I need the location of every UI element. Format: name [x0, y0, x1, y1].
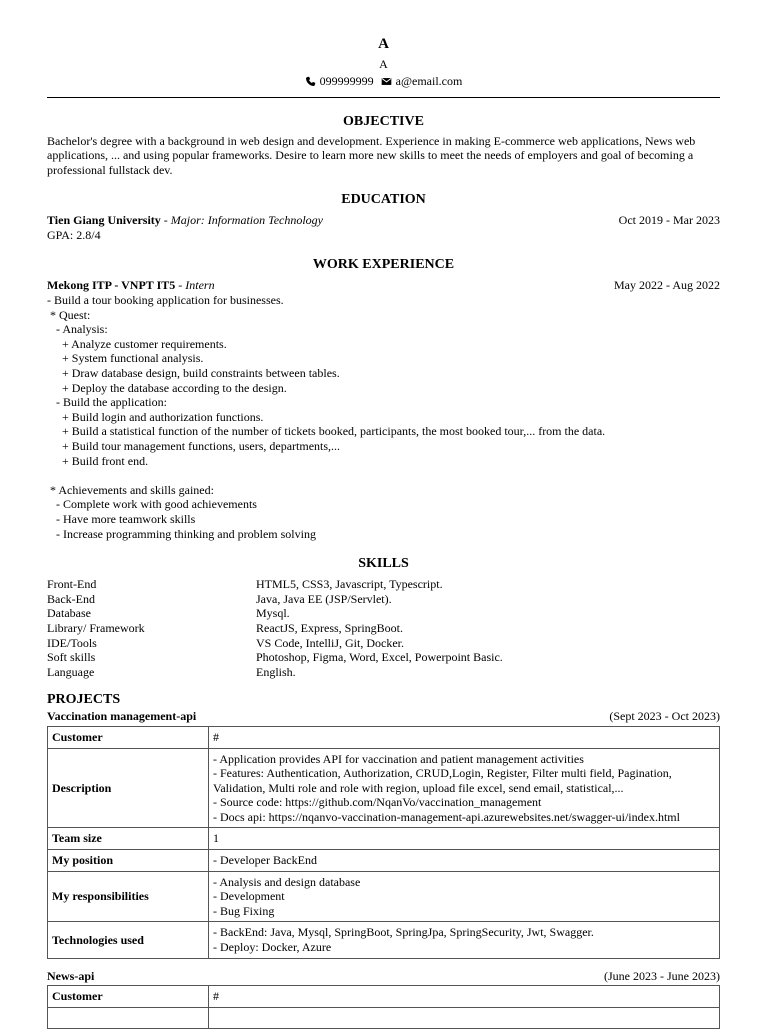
row-key — [48, 1007, 209, 1029]
row-value: - Developer BackEnd — [209, 850, 720, 872]
school-name: Tien Giang University — [47, 213, 161, 228]
row-value: # — [209, 726, 720, 748]
table-row — [48, 1007, 720, 1029]
row-key: Team size — [48, 828, 209, 850]
technology-line: - BackEnd: Java, Mysql, SpringBoot, SpringJpa, SpringSecurity, Jwt, Swagger. — [213, 925, 594, 940]
work-line: + Deploy the database according to the design. — [47, 380, 287, 395]
responsibility-line: - Analysis and design database — [213, 874, 361, 889]
company-name: Mekong ITP - VNPT IT5 — [47, 278, 176, 293]
objective-heading: OBJECTIVE — [343, 113, 424, 129]
skill-value: Java, Java EE (JSP/Servlet). — [256, 591, 392, 606]
candidate-name: A — [378, 36, 389, 52]
table-row — [48, 986, 720, 1008]
row-value — [209, 922, 720, 958]
header-divider — [47, 97, 720, 98]
education-school-line — [47, 213, 323, 228]
source-code-link[interactable]: - Source code: https://github.com/NqanVo/vaccination_management — [213, 795, 542, 810]
work-line: + Build login and authorization functions. — [47, 409, 264, 424]
responsibility-line: - Development — [213, 889, 285, 904]
education-dates: Oct 2019 - Mar 2023 — [618, 213, 720, 228]
skill-label: Front-End — [47, 577, 97, 592]
table-row — [48, 748, 720, 828]
row-key: Customer — [48, 986, 209, 1008]
skill-value: ReactJS, Express, SpringBoot. — [256, 620, 403, 635]
work-line: - Analysis: — [47, 322, 108, 337]
education-heading: EDUCATION — [341, 192, 426, 208]
skill-value: English. — [256, 664, 296, 679]
skill-value: Photoshop, Figma, Word, Excel, Powerpoint Basic. — [256, 650, 503, 665]
table-row — [48, 850, 720, 872]
technology-line: - Deploy: Docker, Azure — [213, 940, 332, 955]
work-heading: WORK EXPERIENCE — [312, 257, 455, 273]
project-table — [47, 726, 720, 959]
work-line: + Build a statistical function of the number of tickets booked, participants, the most booked tour,... from the data. — [47, 424, 606, 439]
education-entry — [47, 213, 720, 228]
work-line: + System functional analysis. — [47, 351, 204, 366]
objective-text: Bachelor's degree with a background in web design and development. Experience in making E-commerce web applications, News web applications, ... and using popular frameworks. Desire to learn more new skills to meet the needs of employers and goal of becoming a professional fullstack dev. — [47, 133, 696, 177]
phone-icon — [305, 76, 316, 87]
table-row — [48, 828, 720, 850]
work-line: * Quest: — [47, 307, 91, 322]
row-value: # — [209, 986, 720, 1008]
row-value — [209, 1007, 720, 1029]
contact-line — [47, 73, 720, 91]
skills-heading: SKILLS — [358, 556, 409, 572]
work-details — [47, 293, 720, 541]
envelope-icon — [381, 76, 392, 87]
row-key: Description — [48, 748, 209, 828]
work-dates: May 2022 - Aug 2022 — [614, 278, 720, 293]
projects-heading: PROJECTS — [47, 692, 121, 708]
row-value — [209, 748, 720, 828]
work-line: - Build the application: — [47, 395, 167, 410]
skill-label: Back-End — [47, 591, 95, 606]
work-line: + Analyze customer requirements. — [47, 336, 227, 351]
work-entry-header — [47, 278, 720, 293]
work-line: - Complete work with good achievements — [47, 497, 257, 512]
gpa-line — [47, 228, 720, 243]
phone-number: 099999999 — [319, 74, 374, 88]
skill-label: Language — [47, 664, 95, 679]
description-line: - Features: Authentication, Authorization, CRUD,Login, Register, Filter multi field, Pagination, Validation, Multi role and role with region, upload file excel, send email, statistical,... — [213, 766, 672, 795]
project-name: News-api — [47, 968, 95, 983]
skill-label: Library/ Framework — [47, 620, 145, 635]
work-role: Intern — [185, 278, 215, 293]
gpa-value: : 2.8/4 — [69, 227, 101, 242]
project-table — [47, 985, 720, 1029]
project-dates: (June 2023 - June 2023) — [604, 968, 720, 983]
skill-label: IDE/Tools — [47, 635, 97, 650]
work-line: - Increase programming thinking and problem solving — [47, 526, 316, 541]
company-separator: - — [175, 278, 186, 293]
resume-page — [47, 34, 720, 1029]
project-name: Vaccination management-api — [47, 709, 197, 724]
email-contact[interactable] — [381, 73, 463, 89]
skill-label: Database — [47, 606, 91, 621]
gpa-label: GPA — [47, 227, 70, 242]
work-line: + Build tour management functions, users, departments,... — [47, 439, 341, 453]
skill-value: Mysql. — [256, 606, 290, 621]
row-key: My responsibilities — [48, 871, 209, 922]
project-header — [47, 969, 720, 984]
description-line: - Application provides API for vaccination and patient management activities — [213, 751, 584, 766]
table-row — [48, 871, 720, 922]
table-row — [48, 922, 720, 958]
work-line: + Build front end. — [47, 453, 149, 468]
skill-label: Soft skills — [47, 650, 96, 665]
skills-grid — [47, 577, 720, 679]
work-line: + Draw database design, build constraints between tables. — [47, 366, 340, 381]
responsibility-line: - Bug Fixing — [213, 903, 275, 918]
table-row — [48, 726, 720, 748]
skill-value: VS Code, IntelliJ, Git, Docker. — [256, 635, 404, 650]
school-separator: - — [160, 213, 171, 228]
candidate-subtitle: A — [379, 57, 388, 71]
row-key: Technologies used — [48, 922, 209, 958]
work-company-line — [47, 278, 215, 293]
phone-contact — [305, 73, 374, 89]
row-value: 1 — [209, 828, 720, 850]
work-line — [47, 468, 720, 483]
row-key: My position — [48, 850, 209, 872]
docs-api-link[interactable]: - Docs api: https://nqanvo-vaccination-management-api.azurewebsites.net/swagger-ui/index.html — [213, 809, 680, 824]
email-address[interactable]: a@email.com — [395, 74, 463, 88]
work-line: - Have more teamwork skills — [47, 511, 196, 526]
project-dates: (Sept 2023 - Oct 2023) — [609, 709, 720, 724]
project-header — [47, 709, 720, 724]
work-line: * Achievements and skills gained: — [47, 482, 214, 497]
work-line: - Build a tour booking application for businesses. — [47, 293, 284, 308]
skill-value: HTML5, CSS3, Javascript, Typescript. — [256, 577, 443, 592]
row-value — [209, 871, 720, 922]
row-key: Customer — [48, 726, 209, 748]
school-major: Major: Information Technology — [170, 213, 324, 228]
